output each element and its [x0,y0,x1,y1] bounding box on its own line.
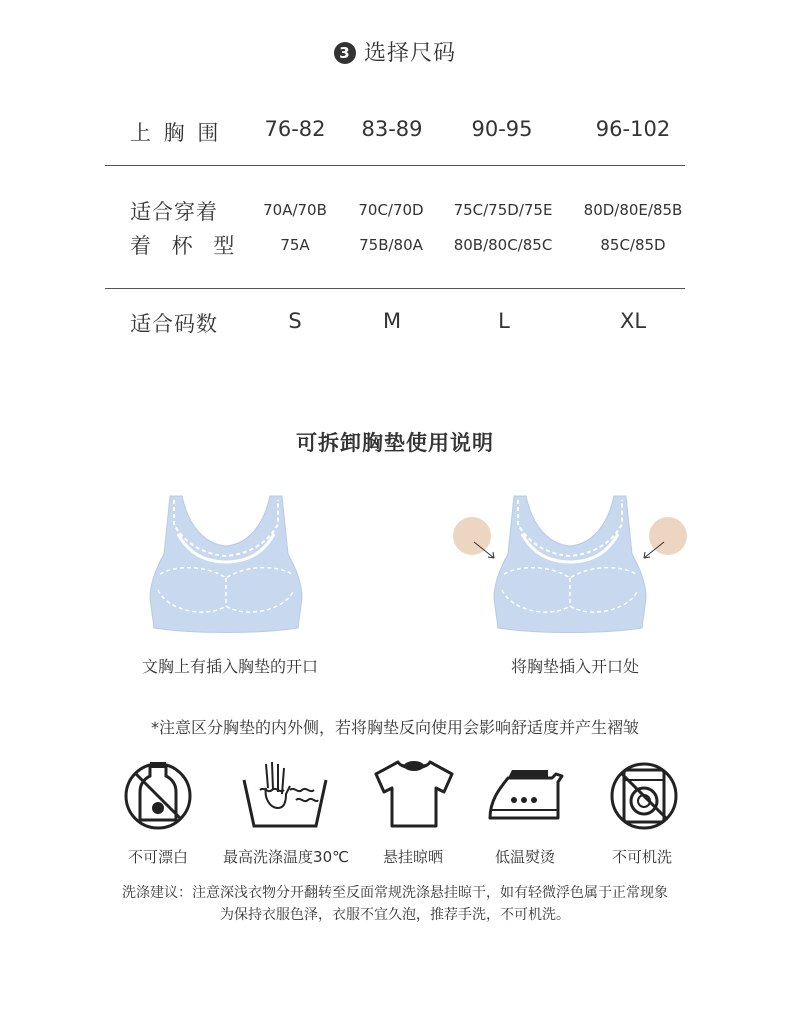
pad-section-title: 可拆卸胸垫使用说明 [296,431,494,455]
bra-opening-illustration [148,494,304,634]
hang-dry-icon [372,758,456,830]
pad-note: *注意区分胸垫的内外侧，若将胸垫反向使用会影响舒适度并产生褶皱 [150,718,639,737]
no-machine-wash-icon [606,758,682,834]
table-divider-2 [105,288,685,289]
caption-insert: 将胸垫插入开口处 [510,657,639,676]
care-label-no-bleach: 不可漂白 [127,848,188,866]
size-label: 适合码数 [130,312,218,336]
wash-advice-line1: 洗涤建议：注意深浅衣物分开翻转至反面常规洗涤悬挂晾干，如有轻微浮色属于正常现象 [122,885,668,901]
no-bleach-icon [120,758,196,834]
size-l: L [498,309,510,333]
size-s: S [288,309,302,333]
bra-xl-line2: 85C/85D [600,236,666,254]
table-divider-1 [105,165,685,166]
size-m: M [382,309,402,333]
bra-m-line1: 70C/70D [358,201,424,219]
care-label-hand-wash: 最高洗涤温度30℃ [223,848,349,866]
bra-label-line1: 适合穿着 [130,200,218,224]
care-label-low-iron: 低温熨烫 [494,848,555,866]
care-label-hang-dry: 悬挂晾晒 [382,848,443,866]
bra-m-line2: 75B/80A [359,236,423,254]
step-number-badge: 3 [334,42,356,64]
bra-l-line2: 80B/80C/85C [453,236,553,254]
bra-insert-pad-illustration [448,494,692,634]
bra-l-line1: 75C/75D/75E [453,201,553,219]
bust-value-xl: 96-102 [595,117,671,141]
bust-value-l: 90-95 [471,117,533,141]
bust-value-m: 83-89 [361,117,423,141]
bust-label: 上 胸 围 [130,121,222,145]
bra-s-line2: 75A [280,236,310,254]
bust-value-s: 76-82 [264,117,326,141]
hand-wash-30-icon [240,760,330,832]
caption-opening: 文胸上有插入胸垫的开口 [141,657,318,676]
pad-left-icon [453,517,491,555]
care-label-no-machine: 不可机洗 [611,848,672,866]
size-section-title [0,36,790,67]
bra-xl-line1: 80D/80E/85B [583,201,683,219]
wash-advice-line2: 为保持衣服色泽，衣服不宜久泡，推荐手洗，不可机洗。 [220,907,570,923]
size-section-title-text: 选择尺码 [363,41,456,66]
size-xl: XL [619,309,647,333]
low-iron-icon [486,766,566,826]
bra-label-line2: 着 杯 型 [130,234,242,258]
bra-s-line1: 70A/70B [263,201,327,219]
